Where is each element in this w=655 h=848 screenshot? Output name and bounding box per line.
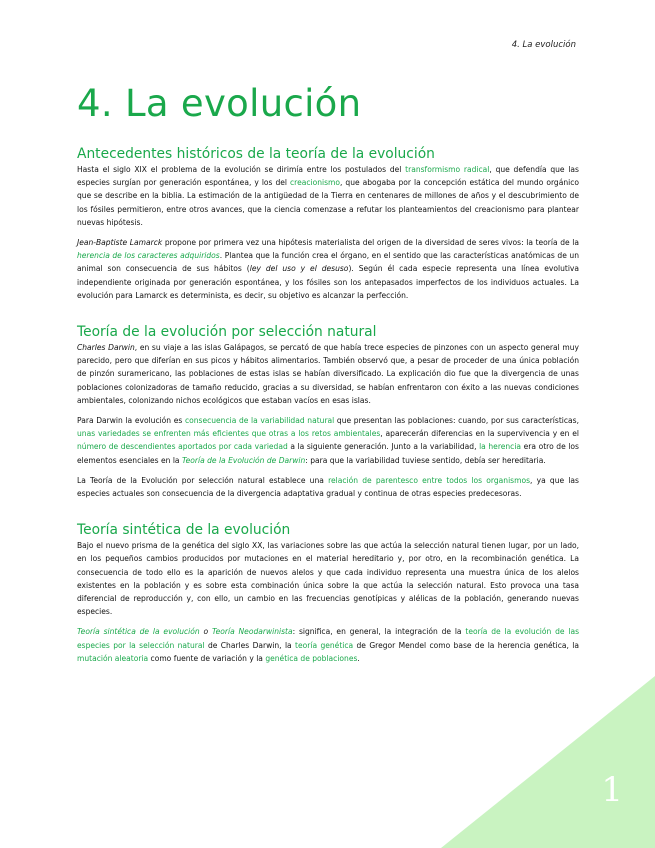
- highlight-term: Teoría Neodarwinista: [211, 627, 293, 637]
- text-run: ). Según él cada especie representa una línea evolutiva independiente originada por generación espontánea, y los fósiles son los antepasados imperfectos de los individuos actuales. La evolución para Lamarck es determinista, es decir, su objetivo es alcanzar la perfección.: [77, 264, 580, 300]
- section-title-seleccion-natural: Teoría de la evolución por selección natural: [77, 324, 377, 341]
- text-run: , que abogaba por la concepción estática del mundo orgánico que se describe en la biblia. La estimación de la antigüedad de la Tierra en centenares de millones de años y el descubrimiento de los fósiles permitieron, entre otros avances, que la ciencia comenzase a refutar los planteamientos del creacionismo para plantear nuevas hipótesis.: [77, 178, 579, 227]
- highlight-term: creacionismo: [290, 178, 340, 188]
- text-run: que presentan las poblaciones: cuando, por sus características,: [334, 416, 579, 426]
- text-run: de Charles Darwin, la: [204, 640, 296, 650]
- highlight-term: Teoría sintética de la evolución: [77, 627, 200, 637]
- highlight-term: Teoría de la Evolución de Darwin: [181, 455, 306, 465]
- paragraph-antecedentes-1: [77, 163, 579, 229]
- section-title-antecedentes: Antecedentes históricos de la teoría de la evolución: [77, 146, 435, 162]
- text-run: o: [199, 627, 212, 637]
- text-run: de Gregor Mendel como base de la herencia genética, la: [353, 640, 580, 650]
- highlight-term: teoría de la evolución de las especies por la selección natural: [77, 627, 579, 650]
- paragraph-antecedentes-2: [77, 236, 579, 302]
- page-number: 1: [601, 770, 623, 810]
- italic-name: Jean-Baptiste Lamarck: [77, 238, 163, 248]
- text-run: , que defendía que las especies surgían por generación espontánea, y los del: [77, 165, 579, 188]
- paragraph-seleccion-1: [77, 341, 579, 407]
- highlight-term: relación de parentesco entre todos los organismos: [328, 475, 531, 485]
- italic-name: Charles Darwin: [77, 343, 135, 353]
- chapter-title: 4. La evolución: [77, 82, 362, 125]
- text-run: Para Darwin la evolución es: [77, 416, 185, 426]
- page-content: [77, 146, 579, 665]
- section-title-teoria-sintetica: Teoría sintética de la evolución: [77, 522, 291, 539]
- highlight-term: teoría genética: [295, 640, 354, 650]
- text-run: . Plantea que la función crea el órgano, en el sentido que las características anatómicas de un animal son consecuencia de sus hábitos (: [77, 251, 579, 274]
- corner-triangle: [441, 676, 655, 848]
- text-run: , ya que las especies actuales son consecuencia de la divergencia adaptativa gradual y continua de otras especies predecesoras.: [77, 475, 579, 499]
- highlight-term: número de descendientes aportados por cada variedad: [77, 442, 288, 452]
- text-run: a la siguiente generación. Junto a la variabilidad,: [287, 442, 480, 452]
- text-run: era otro de los elementos esenciales en la: [77, 442, 579, 465]
- highlight-term: mutación aleatoria: [77, 653, 149, 663]
- text-run: : significa, en general, la integración de la: [292, 627, 466, 637]
- text-run: propone por primera vez una hipótesis materialista del origen de la diversidad de seres vivos: la teoría de la: [162, 238, 579, 248]
- paragraph-seleccion-3: [77, 474, 579, 500]
- text-run: Hasta el siglo XIX el problema de la evolución se dirimía entre los postulados del: [77, 165, 406, 174]
- text-run: como fuente de variación y la: [148, 653, 266, 663]
- text-run: Bajo el nuevo prisma de la genética del siglo XX, las variaciones sobre las que actúa la selección natural tienen lugar, por un lado, en los pequeños cambios producidos por mutaciones en el material hereditario y, por otro, en la recombinación genética. La consecuencia de todo ello es la aparición de nuevos alelos y que cada individuo representa una muestra única de los alelos existentes en la población y es sobre esta combinación única sobre la que actúa la selección natural. Esto provoca una tasa diferencial de reproducción y, con ello, un cambio en las frecuencias genotípicas y alélicas de la población, generando nuevas especies.: [77, 541, 579, 617]
- highlight-term: unas variedades se enfrenten más eficientes que otras a los retos ambientales: [77, 429, 381, 439]
- text-run: , en su viaje a las islas Galápagos, se percató de que había trece especies de pinzones con un aspecto general muy parecido, pero que diferían en sus picos y hábitos alimentarios. También observó que, a pesar de proceder de una única población de pinzón suramericano, las poblaciones de estas islas se habían diversificado. La explicación dio fue que la divergencia de unas poblaciones colonizadoras de tamaño reducido, gracias a su diversidad, se habían enfrentaron con éxito a las nuevas condiciones ambientales, colonizando nichos ecológicos que estaban vacíos en esas islas.: [77, 343, 579, 405]
- paragraph-sintetica-1: [77, 539, 579, 618]
- text-run: La Teoría de la Evolución por selección natural establece una: [77, 475, 329, 485]
- paragraph-seleccion-2: [77, 414, 579, 467]
- highlight-term: genética de poblaciones: [265, 653, 358, 663]
- paragraph-sintetica-2: [77, 625, 579, 665]
- corner-decoration: [441, 676, 655, 848]
- text-run: : para que la variabilidad tuviese sentido, debía ser hereditaria.: [305, 455, 546, 465]
- running-head: 4. La evolución: [511, 40, 576, 50]
- text-run: , aparecerán diferencias en la supervivencia y en el: [380, 429, 580, 439]
- text-run: .: [357, 653, 360, 663]
- highlight-term: transformismo radical: [405, 165, 490, 174]
- highlight-term: consecuencia de la variabilidad natural: [184, 416, 335, 426]
- highlight-term: la herencia: [479, 442, 522, 452]
- italic-term: ley del uso y el desuso: [249, 264, 349, 274]
- highlight-term: herencia de los caracteres adquiridos: [77, 251, 220, 261]
